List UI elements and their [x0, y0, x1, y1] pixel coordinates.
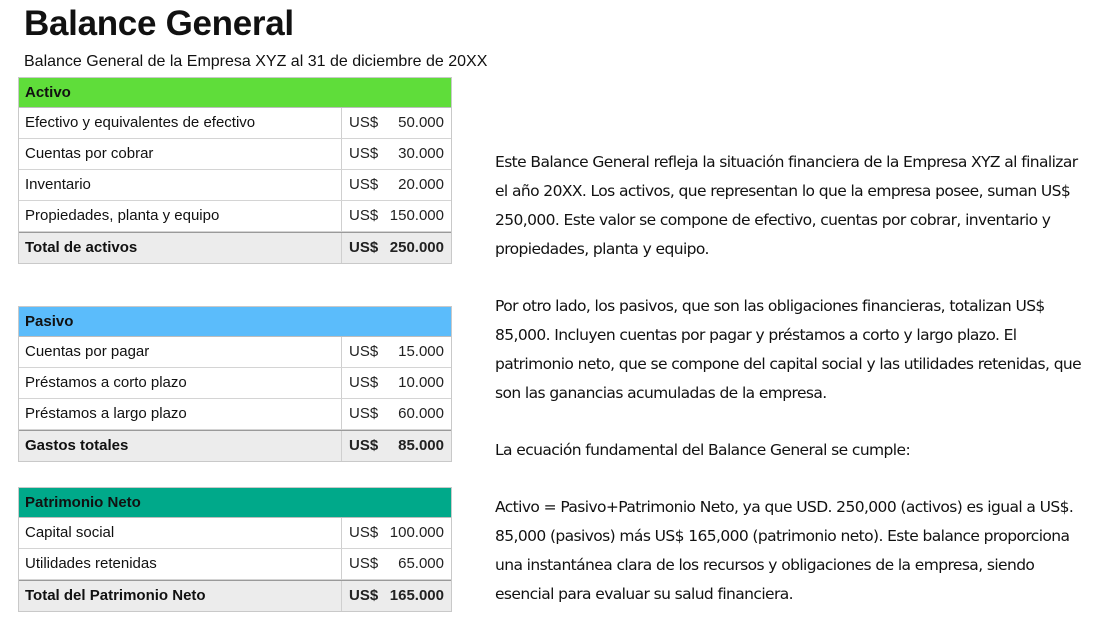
table-row	[19, 399, 451, 430]
row-label: Préstamos a largo plazo	[19, 399, 342, 429]
currency-label: US$	[349, 524, 379, 541]
patrimonio-table	[18, 487, 452, 612]
description-paragraph: La ecuación fundamental del Balance General se cumple:	[495, 441, 911, 459]
description-paragraph: Por otro lado, los pasivos, que son las obligaciones financieras, totalizan US$ 85,000. Incluyen cuentas por pagar y préstamos a corto y largo plazo. El patrimonio neto, que se compone del capital social y las utilidades retenidas, que son las ganancias acumuladas de la empresa.	[495, 297, 1082, 402]
total-label: Total del Patrimonio Neto	[19, 581, 342, 611]
table-row	[19, 368, 451, 399]
amount-value: 100.000	[389, 524, 444, 541]
activo-header: Activo	[19, 78, 451, 108]
currency-label: US$	[349, 176, 379, 193]
amount-value: 150.000	[389, 207, 444, 224]
row-label: Efectivo y equivalentes de efectivo	[19, 108, 342, 138]
patrimonio-header: Patrimonio Neto	[19, 488, 451, 518]
currency-label: US$	[349, 114, 379, 131]
table-row	[19, 139, 451, 170]
currency-label: US$	[349, 207, 379, 224]
row-label: Capital social	[19, 518, 342, 548]
total-row	[19, 430, 451, 461]
amount-value: 60.000	[398, 405, 444, 422]
amount-value: 50.000	[398, 114, 444, 131]
page-subtitle: Balance General de la Empresa XYZ al 31 de diciembre de 20XX	[24, 53, 488, 70]
currency-label: US$	[349, 239, 379, 256]
currency-label: US$	[349, 587, 379, 604]
amount-value: 65.000	[398, 555, 444, 572]
total-label: Gastos totales	[19, 431, 342, 461]
currency-label: US$	[349, 555, 379, 572]
total-row	[19, 580, 451, 611]
row-label: Cuentas por pagar	[19, 337, 342, 367]
amount-value: 15.000	[398, 343, 444, 360]
total-amount: 85.000	[398, 437, 444, 454]
currency-label: US$	[349, 405, 379, 422]
total-amount: 165.000	[389, 587, 444, 604]
amount-value: 10.000	[398, 374, 444, 391]
currency-label: US$	[349, 374, 379, 391]
row-label: Cuentas por cobrar	[19, 139, 342, 169]
amount-value: 20.000	[398, 176, 444, 193]
row-label: Inventario	[19, 170, 342, 200]
table-row	[19, 170, 451, 201]
table-row	[19, 518, 451, 549]
pasivo-header: Pasivo	[19, 307, 451, 337]
row-label: Préstamos a corto plazo	[19, 368, 342, 398]
description-text	[495, 148, 1085, 609]
activo-table	[18, 77, 452, 264]
total-label: Total de activos	[19, 233, 342, 263]
table-row	[19, 108, 451, 139]
table-row	[19, 201, 451, 232]
row-label: Utilidades retenidas	[19, 549, 342, 579]
total-row	[19, 232, 451, 263]
page-title: Balance General	[24, 4, 294, 43]
table-row	[19, 549, 451, 580]
description-paragraph: Activo = Pasivo+Patrimonio Neto, ya que USD. 250,000 (activos) es igual a US$. 85,000 (pasivos) más US$ 165,000 (patrimonio neto). Este balance proporciona una instantánea clara de los recursos y obligaciones de la empresa, siendo esencial para evaluar su salud financiera.	[495, 498, 1074, 603]
total-amount: 250.000	[389, 239, 444, 256]
currency-label: US$	[349, 437, 379, 454]
pasivo-table	[18, 306, 452, 462]
description-paragraph: Este Balance General refleja la situación financiera de la Empresa XYZ al finalizar el año 20XX. Los activos, que representan lo que la empresa posee, suman US$ 250,000. Este valor se compone de efectivo, cuentas por cobrar, inventario y propiedades, planta y equipo.	[495, 153, 1078, 258]
row-label: Propiedades, planta y equipo	[19, 201, 342, 231]
currency-label: US$	[349, 343, 379, 360]
amount-value: 30.000	[398, 145, 444, 162]
currency-label: US$	[349, 145, 379, 162]
table-row	[19, 337, 451, 368]
